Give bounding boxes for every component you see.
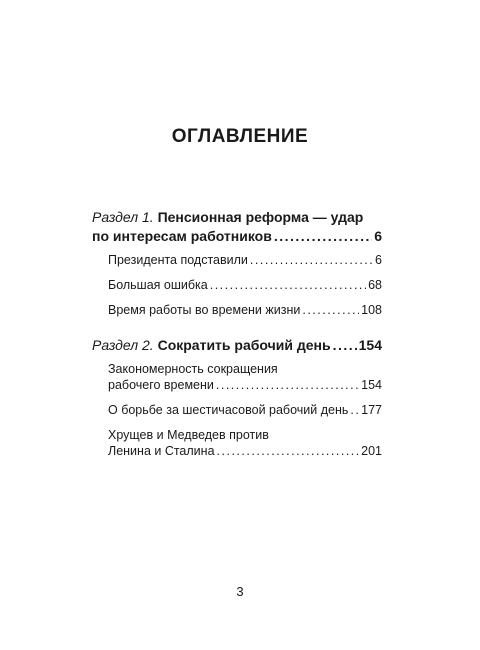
toc-section-2 <box>92 336 382 459</box>
toc-item-line <box>108 302 382 318</box>
toc-item-page: 68 <box>368 278 382 292</box>
toc-item-line <box>108 377 382 393</box>
toc-item-line <box>108 443 382 459</box>
section-label: Раздел 1. <box>92 209 154 225</box>
toc-item-page: 177 <box>361 403 382 417</box>
toc-item-line <box>108 252 382 268</box>
table-of-contents <box>92 208 382 477</box>
page-number: 3 <box>236 584 244 599</box>
toc-item-title-line-1: Хрущев и Медведев против <box>108 428 269 442</box>
section-heading-line-2 <box>92 227 382 246</box>
toc-item-title-line-1: Закономерность сокращения <box>108 362 278 376</box>
section-heading-line-1 <box>92 208 382 227</box>
toc-item[interactable] <box>108 427 382 459</box>
toc-item-title: Время работы во времени жизни <box>108 303 301 317</box>
toc-item-line <box>108 402 382 418</box>
section-heading-text <box>92 336 331 355</box>
toc-item-title: Президента подставили <box>108 253 248 267</box>
section-page-number: 154 <box>358 337 382 353</box>
toc-items <box>108 361 382 459</box>
toc-item-page: 108 <box>361 303 382 317</box>
section-heading-line <box>92 336 382 355</box>
toc-item[interactable] <box>108 252 382 268</box>
toc-item-page: 154 <box>361 378 382 392</box>
toc-item-title-line-2: Ленина и Сталина <box>108 444 215 458</box>
toc-item[interactable] <box>108 277 382 293</box>
toc-item-line <box>108 277 382 293</box>
toc-section-heading[interactable] <box>92 336 382 355</box>
toc-section-1 <box>92 208 382 318</box>
dot-leader <box>250 252 373 268</box>
toc-section-heading[interactable] <box>92 208 382 246</box>
dot-leader <box>333 336 357 355</box>
toc-item-page: 6 <box>375 253 382 267</box>
section-title-line-2: по интересам работников <box>92 228 272 244</box>
section-page-number: 6 <box>374 228 382 244</box>
page-title: ОГЛАВЛЕНИЕ <box>171 126 309 147</box>
dot-leader <box>210 277 366 293</box>
toc-item[interactable] <box>108 361 382 393</box>
dot-leader <box>217 443 360 459</box>
dot-leader <box>274 227 372 246</box>
dot-leader <box>216 377 359 393</box>
toc-item-title-line-2: рабочего времени <box>108 378 214 392</box>
dot-leader <box>350 402 359 418</box>
section-label: Раздел 2. <box>92 337 154 353</box>
toc-items <box>108 252 382 318</box>
section-title: Сократить рабочий день <box>157 337 331 353</box>
toc-item[interactable] <box>108 402 382 418</box>
dot-leader <box>302 302 359 318</box>
section-title-line-1: Пенсионная реформа — удар <box>157 209 364 225</box>
toc-item-title: Большая ошибка <box>108 278 208 292</box>
toc-item-title: О борьбе за шестичасовой рабочий день <box>108 403 349 417</box>
toc-item[interactable] <box>108 302 382 318</box>
toc-item-page: 201 <box>361 444 382 458</box>
